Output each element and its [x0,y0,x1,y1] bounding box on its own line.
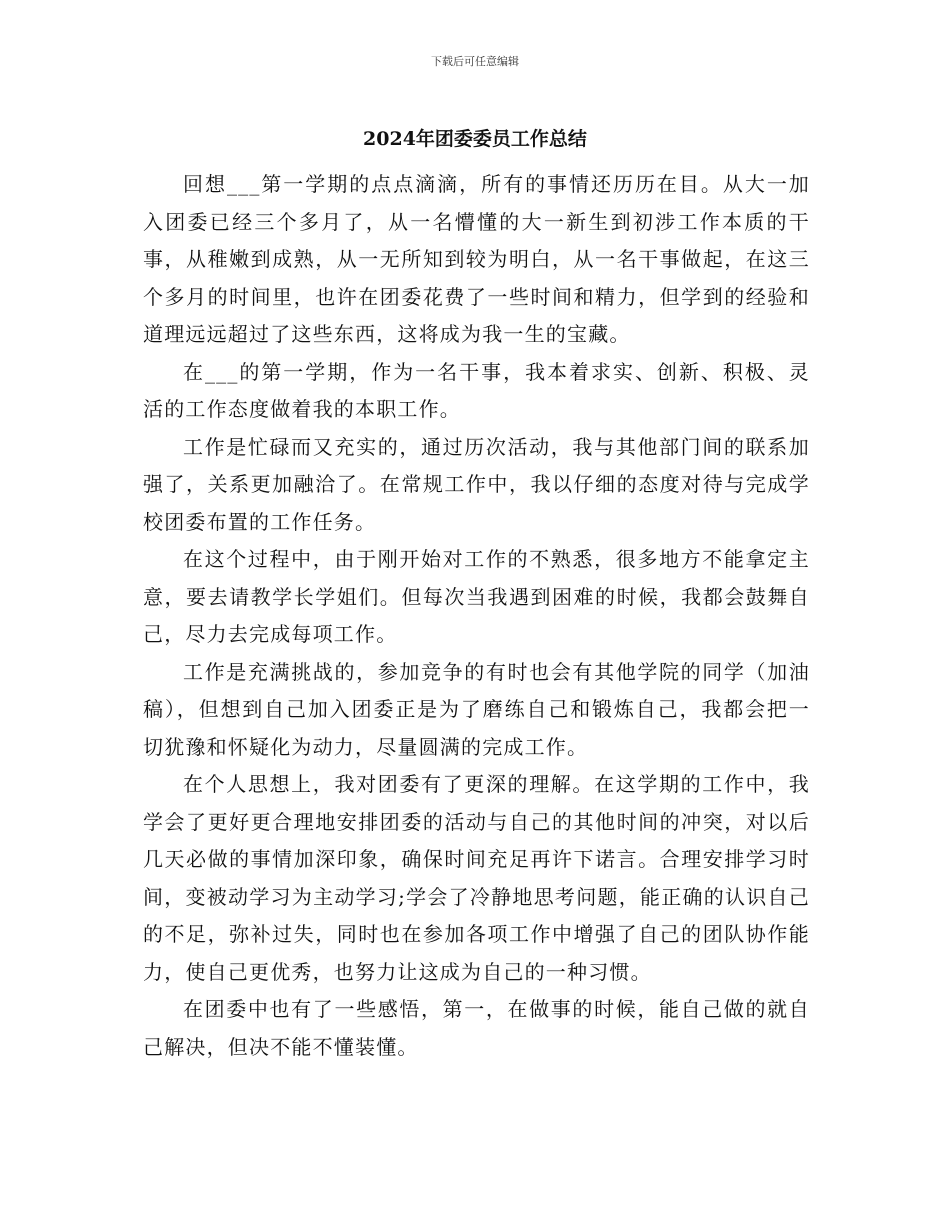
paragraph: 回想___第一学期的点点滴滴，所有的事情还历历在目。从大一加入团委已经三个多月了，从一名懵懂的大一新生到初涉工作本质的干事，从稚嫩到成熟，从一无所知到较为明白，从一名干事做起，在这三个多月的时间里，也许在团委花费了一些时间和精力，但学到的经验和道理远远超过了这些东西，这将成为我一生的宝藏。 [143,172,810,346]
paragraph: 工作是充满挑战的，参加竞争的有时也会有其他学院的同学（加油稿），但想到自己加入团委正是为了磨练自己和锻炼自己，我都会把一切犹豫和怀疑化为动力，尽量圆满的完成工作。 [143,659,810,759]
paragraph: 在个人思想上，我对团委有了更深的理解。在这学期的工作中，我学会了更好更合理地安排团委的活动与自己的其他时间的冲突，对以后几天必做的事情加深印象，确保时间充足再许下诺言。合理安排学习时间，变被动学习为主动学习;学会了冷静地思考问题，能正确的认识自己的不足，弥补过失，同时也在参加各项工作中增强了自己的团队协作能力，使自己更优秀，也努力让这成为自己的一种习惯。 [143,772,810,984]
document-title: 2024年团委委员工作总结 [363,128,587,150]
paragraph: 在团委中也有了一些感悟，第一，在做事的时候，能自己做的就自己解决，但决不能不懂装懂。 [143,997,810,1059]
header-note: 下载后可任意编辑 [431,55,519,68]
paragraph: 在___的第一学期，作为一名干事，我本着求实、创新、积极、灵活的工作态度做着我的本职工作。 [143,359,810,421]
paragraph: 在这个过程中，由于刚开始对工作的不熟悉，很多地方不能拿定主意，要去请教学长学姐们。但每次当我遇到困难的时候，我都会鼓舞自己，尽力去完成每项工作。 [143,547,810,646]
document-body [143,166,810,1066]
paragraph: 工作是忙碌而又充实的，通过历次活动，我与其他部门间的联系加强了，关系更加融洽了。在常规工作中，我以仔细的态度对待与完成学校团委布置的工作任务。 [143,434,810,534]
